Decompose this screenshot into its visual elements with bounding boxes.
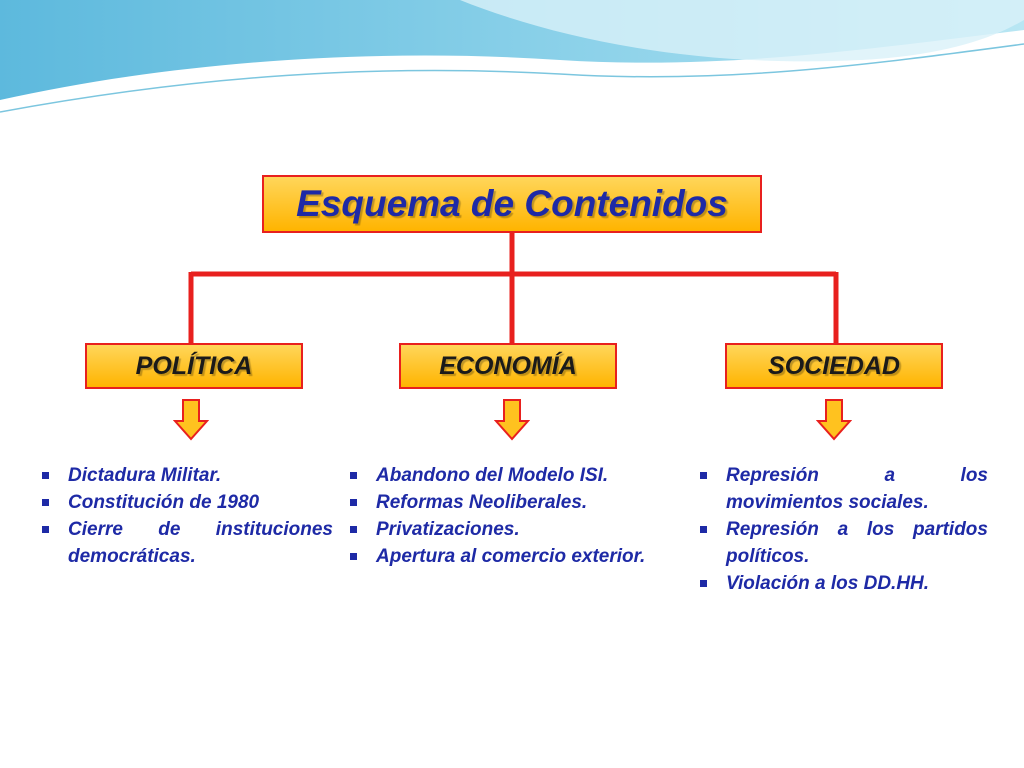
list-item: Reformas Neoliberales. [340,489,679,516]
down-arrow-icon [816,399,852,441]
category-sociedad: SOCIEDAD [725,343,943,389]
politica-list [32,462,333,570]
category-economia: ECONOMÍA [399,343,617,389]
list-item: Violación a los DD.HH. [690,570,988,597]
down-arrow-icon [494,399,530,441]
sociedad-list [690,462,988,597]
list-item: Constitución de 1980 [32,489,333,516]
list-item: Abandono del Modelo ISI. [340,462,679,489]
diagram-title: Esquema de Contenidos [262,175,762,233]
list-item: Apertura al comercio exterior. [340,543,679,570]
down-arrow-icon [173,399,209,441]
economia-list [340,462,679,570]
list-item: Represión a los movimientos sociales. [690,462,988,516]
list-item: Represión a los partidos políticos. [690,516,988,570]
category-politica: POLÍTICA [85,343,303,389]
list-item: Dictadura Militar. [32,462,333,489]
list-item: Cierre de instituciones democráticas. [32,516,333,570]
list-item: Privatizaciones. [340,516,679,543]
